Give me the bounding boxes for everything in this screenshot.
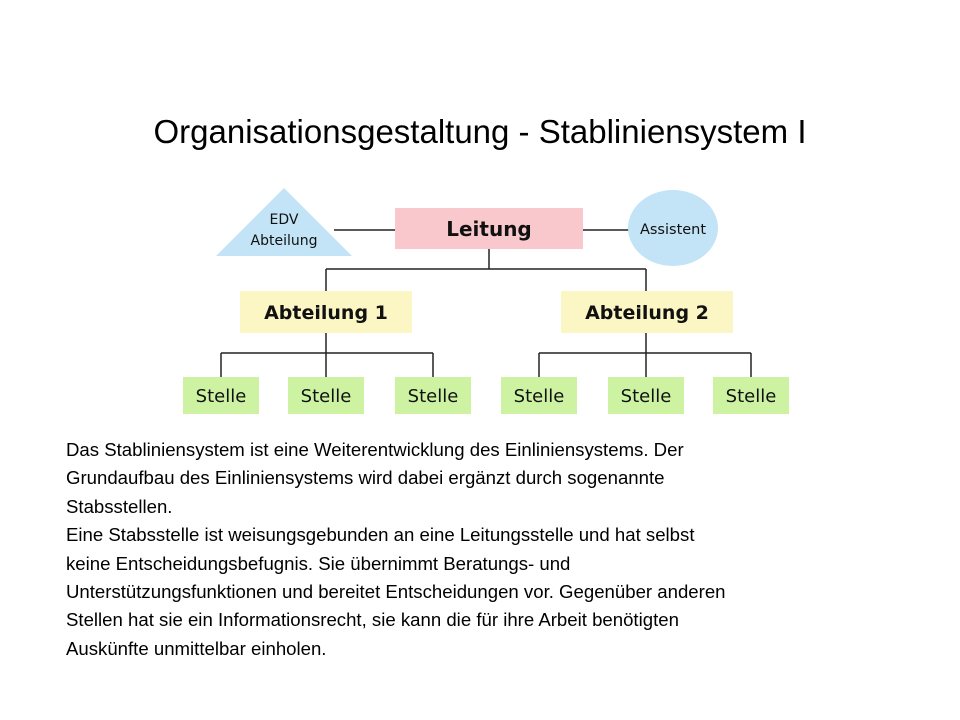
position-label: Stelle (725, 386, 777, 407)
description-line: keine Entscheidungsbefugnis. Sie übernimmt Beratungs- und (66, 552, 571, 574)
staff-edv-label-line1: EDV (269, 212, 299, 228)
description-line: Das Stabliniensystem ist eine Weiterentwicklung des Einliniensystems. Der (66, 439, 684, 460)
position-node (608, 377, 684, 414)
staff-assistant-label: Assistent (639, 222, 707, 238)
position-node (713, 377, 789, 414)
description-line: Unterstützungsfunktionen und bereitet Entscheidungen vor. Gegenüber anderen (66, 581, 726, 603)
position-label: Stelle (300, 386, 352, 407)
staff-edv-node (216, 188, 352, 256)
department-node (240, 291, 412, 333)
leadership-node (395, 208, 583, 249)
description-text (66, 436, 936, 663)
description-line: Stellen hat sie ein Informationsrecht, sie kann die für ihre Arbeit benötigten (66, 609, 679, 631)
position-node (395, 377, 471, 414)
leadership-label: Leitung (446, 217, 532, 241)
description-line: Auskünfte unmittelbar einholen. (66, 637, 327, 659)
department-label: Abteilung 1 (264, 302, 388, 324)
department-label: Abteilung 2 (585, 302, 709, 324)
description-line: Grundaufbau des Einliniensystems wird dabei ergänzt durch sogenannte (66, 467, 665, 489)
position-label: Stelle (195, 386, 247, 407)
position-node (501, 377, 577, 414)
department-node (561, 291, 733, 333)
position-label: Stelle (620, 386, 672, 407)
staff-edv-label-line2: Abteilung (250, 233, 318, 249)
position-label: Stelle (513, 386, 565, 407)
position-node (288, 377, 364, 414)
staff-assistant-node (628, 190, 718, 266)
position-label: Stelle (407, 386, 459, 407)
slide-title: Organisationsgestaltung - Stabliniensystem I (153, 113, 807, 150)
description-line: Stabsstellen. (66, 495, 173, 517)
position-node (183, 377, 259, 414)
description-line: Eine Stabsstelle ist weisungsgebunden an eine Leitungsstelle und hat selbst (66, 524, 695, 546)
